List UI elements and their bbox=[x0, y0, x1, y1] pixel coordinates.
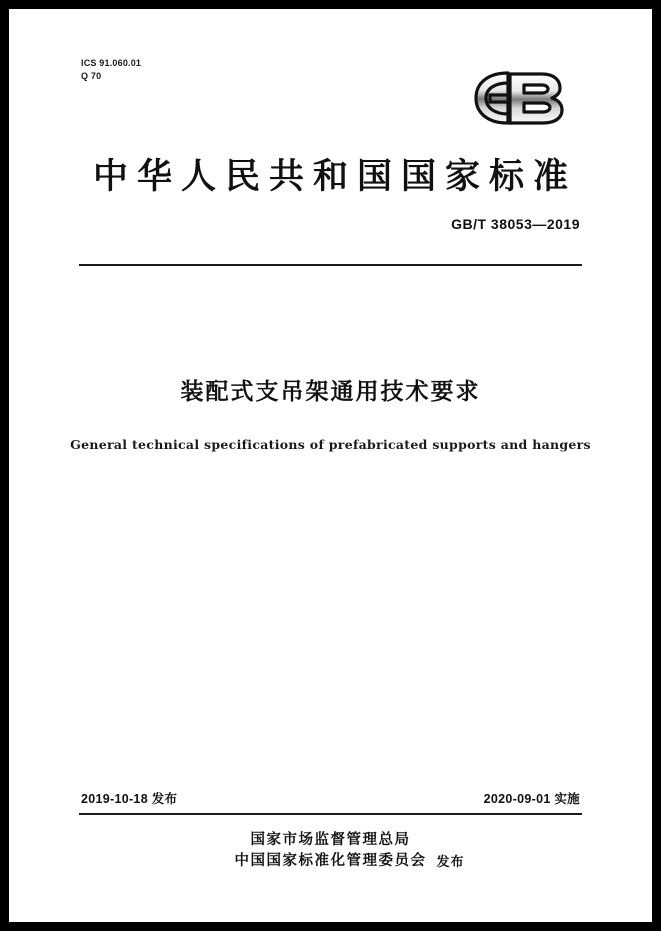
ics-classification-block bbox=[81, 57, 141, 83]
document-title-english: General technical specifications of prefabricated supports and hangers bbox=[70, 437, 591, 452]
publish-label: 发布 bbox=[436, 855, 465, 871]
header-divider bbox=[79, 264, 582, 266]
date-row bbox=[81, 789, 580, 807]
issue-date: 2019-10-18 发布 bbox=[81, 792, 178, 806]
issuer-line-1: 国家市场监督管理总局 bbox=[250, 831, 411, 848]
ics-code: ICS 91.060.01 bbox=[81, 58, 142, 68]
standard-number: GB/T 38053—2019 bbox=[451, 216, 580, 232]
gb-logo-icon bbox=[450, 61, 580, 135]
footer-divider bbox=[79, 813, 582, 815]
issuer-block bbox=[9, 829, 652, 871]
issuer-names bbox=[234, 829, 465, 871]
standard-cover-page bbox=[9, 9, 652, 922]
national-standard-title: 中华人民共和国国家标准 bbox=[92, 156, 577, 197]
issuer-line-2: 中国国家标准化管理委员会 bbox=[234, 852, 427, 870]
effective-date: 2020-09-01 实施 bbox=[483, 792, 580, 806]
ccs-code: Q 70 bbox=[81, 71, 102, 82]
document-title-chinese: 装配式支吊架通用技术要求 bbox=[180, 378, 481, 405]
